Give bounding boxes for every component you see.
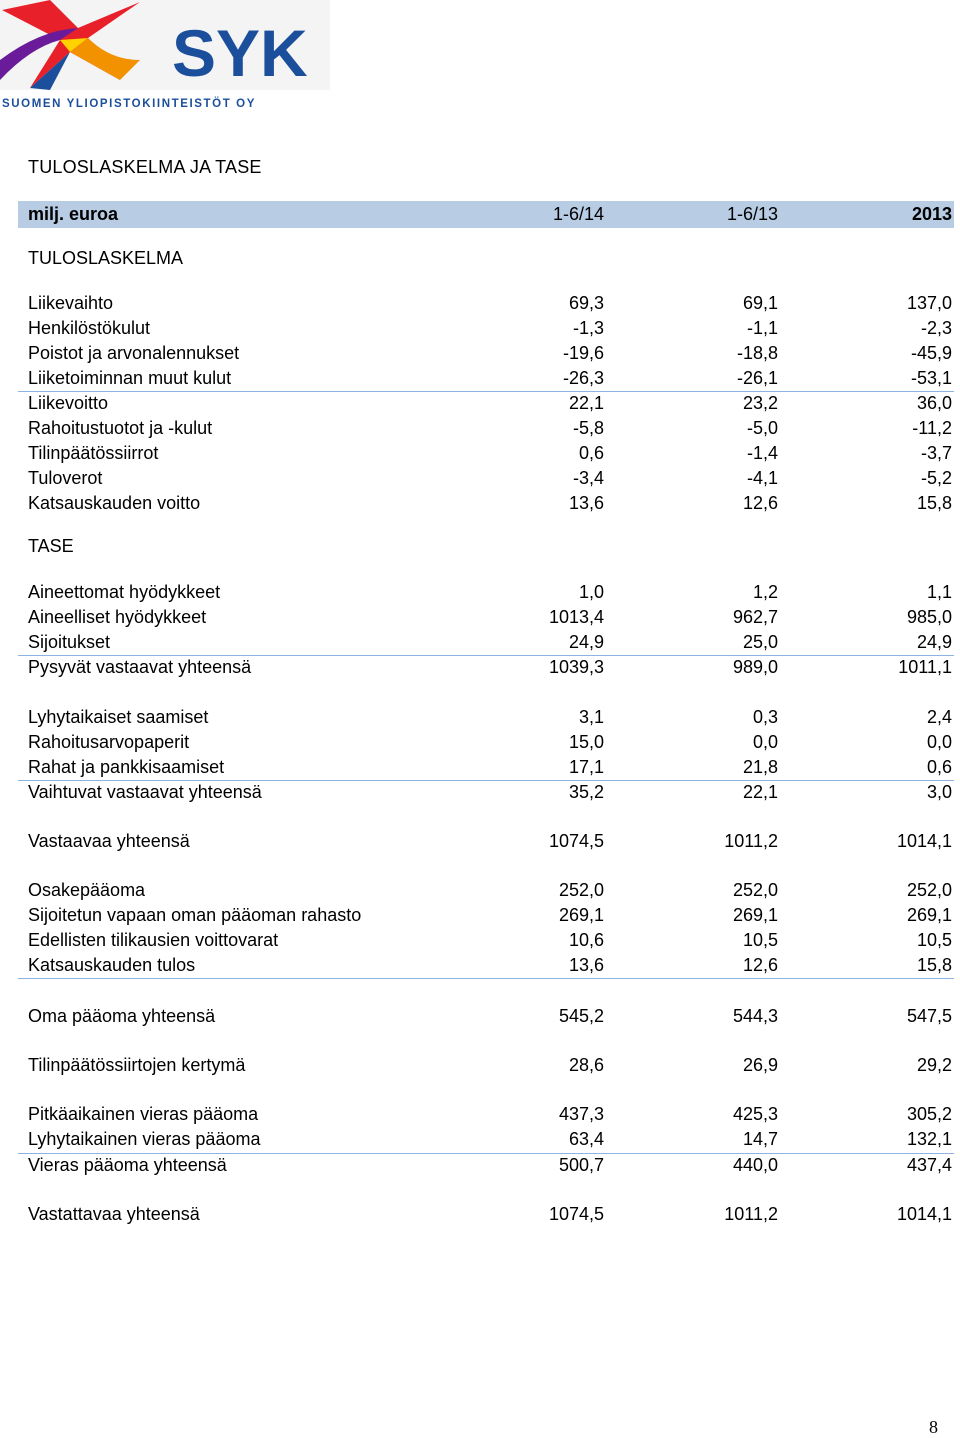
row-value-col-3: -11,2 (912, 417, 952, 438)
row-label: Liikevoitto (28, 392, 109, 413)
row-value-col-1: 1074,5 (548, 830, 604, 851)
table-row (18, 1004, 954, 1028)
row-value-col-1: 500,7 (558, 1154, 604, 1175)
row-value-col-2: 14,7 (742, 1128, 778, 1149)
row-label: Katsauskauden tulos (28, 954, 196, 975)
row-value-col-2: 21,8 (742, 756, 778, 777)
row-value-col-3: 24,9 (916, 631, 952, 652)
table-rule (18, 978, 954, 979)
row-value-col-2: -1,4 (746, 442, 778, 463)
table-row (18, 655, 954, 679)
row-value-col-1: 269,1 (558, 904, 604, 925)
row-value-col-2: 425,3 (732, 1103, 778, 1124)
row-value-col-3: 36,0 (916, 392, 952, 413)
table-row (18, 291, 954, 315)
logo-wordmark: SYK (172, 16, 308, 90)
row-value-col-1: -1,3 (572, 317, 604, 338)
row-value-col-2: -4,1 (746, 467, 778, 488)
row-value-col-1: 10,6 (568, 929, 604, 950)
row-value-col-3: -45,9 (910, 342, 952, 363)
row-value-col-1: 17,1 (568, 756, 604, 777)
row-value-col-3: 132,1 (906, 1128, 952, 1149)
row-label: Tilinpäätössiirtojen kertymä (28, 1054, 246, 1075)
row-value-col-3: 3,0 (926, 781, 952, 802)
row-label: Vastaavaa yhteensä (28, 830, 190, 851)
table-row (18, 630, 954, 654)
row-label: Sijoitetun vapaan oman pääoman rahasto (28, 904, 362, 925)
table-row (18, 1153, 954, 1177)
row-label: Vieras pääoma yhteensä (28, 1154, 227, 1175)
row-value-col-3: 0,0 (926, 731, 952, 752)
row-value-col-1: -5,8 (572, 417, 604, 438)
table-rule (18, 391, 954, 392)
table-row (18, 491, 954, 515)
financial-table (18, 201, 954, 1224)
row-label: Aineettomat hyödykkeet (28, 581, 221, 602)
table-rule (18, 655, 954, 656)
row-value-col-2: -5,0 (746, 417, 778, 438)
table-row (18, 605, 954, 629)
table-row (18, 416, 954, 440)
row-value-col-1: 1074,5 (548, 1203, 604, 1224)
row-value-col-2: 989,0 (732, 656, 778, 677)
row-value-col-1: 0,6 (578, 442, 604, 463)
row-value-col-2: 1,2 (752, 581, 778, 602)
row-value-col-1: 437,3 (558, 1103, 604, 1124)
row-label: Edellisten tilikausien voittovarat (28, 929, 279, 950)
table-row (18, 780, 954, 804)
row-value-col-2: 1011,2 (724, 830, 778, 851)
row-label: Lyhytaikaiset saamiset (28, 706, 209, 727)
row-value-col-2: -18,8 (736, 342, 778, 363)
table-row (18, 730, 954, 754)
table-rule (18, 780, 954, 781)
row-value-col-3: 29,2 (916, 1054, 952, 1075)
row-value-col-2: 252,0 (732, 879, 778, 900)
row-value-col-2: 22,1 (742, 781, 778, 802)
table-row (18, 391, 954, 415)
row-value-col-1: -19,6 (562, 342, 604, 363)
section-income-statement: TULOSLASKELMA (28, 248, 184, 268)
table-row (18, 829, 954, 853)
row-label: Vastattavaa yhteensä (28, 1203, 200, 1224)
row-value-col-3: -2,3 (920, 317, 952, 338)
row-value-col-3: -53,1 (910, 367, 952, 388)
row-value-col-2: 25,0 (742, 631, 778, 652)
row-value-col-2: 12,6 (742, 954, 778, 975)
row-label: Pysyvät vastaavat yhteensä (28, 656, 252, 677)
row-label: Liikevaihto (28, 292, 114, 313)
row-label: Vaihtuvat vastaavat yhteensä (28, 781, 262, 802)
row-value-col-3: 15,8 (916, 492, 952, 513)
row-value-col-2: 0,0 (752, 731, 778, 752)
row-value-col-1: 1013,4 (548, 606, 604, 627)
row-value-col-3: 252,0 (906, 879, 952, 900)
row-value-col-3: 269,1 (906, 904, 952, 925)
row-value-col-3: 1014,1 (896, 830, 952, 851)
row-value-col-1: 24,9 (568, 631, 604, 652)
table-row (18, 441, 954, 465)
row-label: Rahoitusarvopaperit (28, 731, 190, 752)
table-row (18, 903, 954, 927)
row-label: Osakepääoma (28, 879, 146, 900)
row-value-col-1: 69,3 (568, 292, 604, 313)
row-value-col-1: 13,6 (568, 954, 604, 975)
row-value-col-3: 0,6 (926, 756, 952, 777)
table-header (18, 201, 954, 228)
header-unit-label: milj. euroa (28, 204, 119, 224)
row-value-col-2: 269,1 (732, 904, 778, 925)
table-row (18, 580, 954, 604)
header-col-2: 1-6/13 (726, 204, 778, 224)
row-value-col-3: 1,1 (926, 581, 952, 602)
row-value-col-3: 1014,1 (896, 1203, 952, 1224)
row-value-col-3: -3,7 (920, 442, 952, 463)
row-value-col-3: 137,0 (906, 292, 952, 313)
row-label: Katsauskauden voitto (28, 492, 201, 513)
row-value-col-2: 544,3 (732, 1005, 778, 1026)
row-label: Rahat ja pankkisaamiset (28, 756, 225, 777)
row-label: Liiketoiminnan muut kulut (28, 367, 232, 388)
table-row (18, 755, 954, 779)
section-balance-sheet: TASE (28, 536, 74, 556)
table-row (18, 953, 954, 977)
row-label: Henkilöstökulut (28, 317, 151, 338)
table-row (18, 366, 954, 390)
row-label: Oma pääoma yhteensä (28, 1005, 216, 1026)
row-value-col-3: 437,4 (906, 1154, 952, 1175)
row-value-col-3: -5,2 (920, 467, 952, 488)
row-value-col-1: 63,4 (568, 1128, 604, 1149)
table-row (18, 1202, 954, 1226)
table-row (18, 466, 954, 490)
row-value-col-2: 0,3 (752, 706, 778, 727)
row-value-col-1: 22,1 (568, 392, 604, 413)
row-value-col-1: 15,0 (568, 731, 604, 752)
row-value-col-1: 545,2 (558, 1005, 604, 1026)
row-value-col-2: 1011,2 (724, 1203, 778, 1224)
document-title: TULOSLASKELMA JA TASE (28, 157, 262, 177)
row-label: Aineelliset hyödykkeet (28, 606, 207, 627)
row-value-col-2: 440,0 (732, 1154, 778, 1175)
row-value-col-3: 985,0 (906, 606, 952, 627)
row-value-col-2: 962,7 (732, 606, 778, 627)
row-value-col-3: 1011,1 (898, 656, 952, 677)
header-col-3: 2013 (911, 204, 952, 224)
table-row (18, 1102, 954, 1126)
logo-graphic (0, 0, 330, 112)
row-value-col-1: -26,3 (562, 367, 604, 388)
row-value-col-1: 252,0 (558, 879, 604, 900)
row-value-col-2: -26,1 (736, 367, 778, 388)
page-number: 8 (929, 1417, 938, 1437)
table-row (18, 705, 954, 729)
row-value-col-3: 2,4 (926, 706, 952, 727)
row-label: Rahoitustuotot ja -kulut (28, 417, 213, 438)
row-value-col-1: 1039,3 (548, 656, 604, 677)
table-row (18, 1053, 954, 1077)
row-value-col-3: 15,8 (916, 954, 952, 975)
row-label: Lyhytaikainen vieras pääoma (28, 1128, 261, 1149)
row-value-col-1: 28,6 (568, 1054, 604, 1075)
row-value-col-1: 13,6 (568, 492, 604, 513)
row-value-col-2: 23,2 (742, 392, 778, 413)
table-row (18, 341, 954, 365)
row-label: Poistot ja arvonalennukset (28, 342, 240, 363)
row-label: Sijoitukset (28, 631, 111, 652)
syk-logo (0, 0, 330, 112)
row-value-col-2: 69,1 (742, 292, 778, 313)
row-value-col-2: 10,5 (742, 929, 778, 950)
header-col-1: 1-6/14 (552, 204, 604, 224)
row-value-col-2: 26,9 (742, 1054, 778, 1075)
row-value-col-1: 1,0 (578, 581, 604, 602)
table-rule (18, 1153, 954, 1154)
row-value-col-3: 547,5 (906, 1005, 952, 1026)
table-row (18, 1127, 954, 1151)
row-label: Tilinpäätössiirrot (28, 442, 159, 463)
row-value-col-3: 10,5 (916, 929, 952, 950)
row-label: Pitkäaikainen vieras pääoma (28, 1103, 259, 1124)
row-value-col-1: 35,2 (568, 781, 604, 802)
row-value-col-3: 305,2 (906, 1103, 952, 1124)
row-value-col-1: -3,4 (572, 467, 604, 488)
table-row (18, 316, 954, 340)
row-value-col-1: 3,1 (578, 706, 604, 727)
table-row (18, 878, 954, 902)
table-row (18, 928, 954, 952)
row-value-col-2: 12,6 (742, 492, 778, 513)
row-value-col-2: -1,1 (746, 317, 778, 338)
row-label: Tuloverot (28, 467, 103, 488)
logo-tagline: SUOMEN YLIOPISTOKIINTEISTÖT OY (2, 98, 256, 110)
